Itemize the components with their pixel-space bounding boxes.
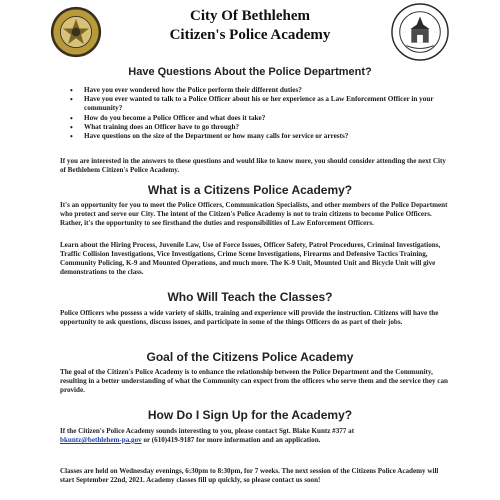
what-is-heading: What is a Citizens Police Academy? — [147, 183, 353, 197]
city-title: City Of Bethlehem — [190, 8, 310, 24]
signup-text-before: If the Citizen's Police Academy sounds interesting to you, please contact Sgt. Blake Kuntz #377 at — [60, 427, 355, 435]
questions-list — [68, 86, 463, 141]
signup-paragraph — [60, 427, 452, 445]
questions-heading: Have Questions About the Police Department? — [128, 66, 372, 78]
what-is-paragraph-2: Learn about the Hiring Process, Juvenile Law, Use of Force Issues, Officer Safety, Patrol Procedures, Criminal Investigations, Traffic Collision Investigations, Vice Investigations, Crime Scene Investigations, Firearms and Defensive Tactics Training, Community Policing, K-9 and Mounted Operations, and much more. The K-9 Unit, Mounted Unit and Bicycle Unit will give demonstrations to the class. — [60, 241, 441, 276]
questions-closing: If you are interested in the answers to these questions and would like to know more, you should consider attending the next City of Bethlehem Citizen's Police Academy. — [60, 157, 446, 174]
list-item: • Have you ever wondered how the Police perform their different duties? — [68, 86, 463, 95]
goal-paragraph: The goal of the Citizen's Police Academy is to enhance the relationship between the Police Department and the Community, resulting in a better understanding of what the Community can expect from the officers who serve them and the service they can provide. — [60, 368, 448, 394]
schedule-paragraph: Classes are held on Wednesday evenings, 6:30pm to 8:30pm, for 7 weeks. The next session of the Citizens Police Academy will start September 22nd, 2021. Academy classes fill up quickly, so please contact us soon! — [60, 467, 439, 484]
list-item: • Have questions on the size of the Department or how many calls for service or arrests? — [68, 132, 463, 141]
program-title: Citizen's Police Academy — [169, 27, 331, 43]
list-item: • What training does an Officer have to go through? — [68, 123, 463, 132]
signup-text-after: or (610)419-9187 for more information and an application. — [141, 435, 321, 444]
goal-heading: Goal of the Citizens Police Academy — [146, 350, 354, 364]
who-heading: Who Will Teach the Classes? — [167, 290, 333, 304]
who-paragraph: Police Officers who possess a wide variety of skills, training and experience will provide the instruction. Citizens will have the opportunity to ask questions, discuss issues, and participate in some of the things Officers do as part of their jobs. — [60, 309, 439, 326]
list-item: • How do you become a Police Officer and what does it take? — [68, 114, 463, 123]
contact-email-link[interactable]: bkuntz@bethlehem-pa.gov — [60, 435, 142, 444]
list-item: • Have you ever wanted to talk to a Police Officer about his or her experience as a Law Enforcement Officer in your community? — [68, 95, 463, 113]
what-is-paragraph-1: It's an opportunity for you to meet the Police Officers, Communication Specialists, and other members of the Police Department who protect and serve our City. The intent of the Citizen's Police Academy is not to train citizens to become Police Officers. Rather, it's the opportunity to see firsthand the duties and responsibilities of Law Enforcement Officers. — [60, 201, 448, 227]
signup-heading: How Do I Sign Up for the Academy? — [147, 408, 353, 422]
